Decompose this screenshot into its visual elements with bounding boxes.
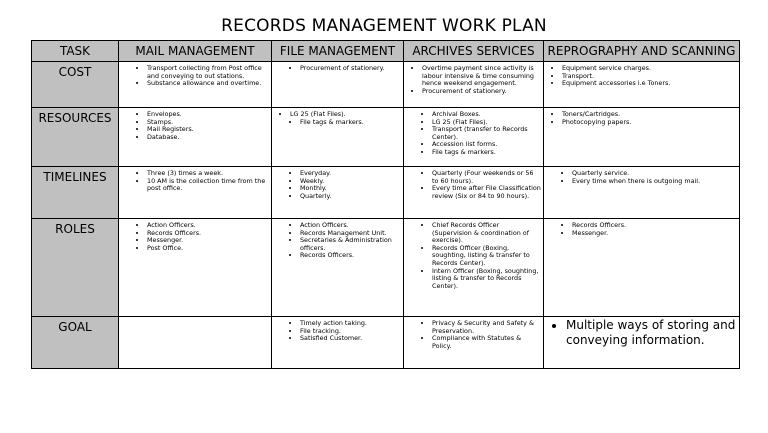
list-item: • Monthly.: [300, 185, 401, 193]
list-item: • Secretaries & Administration officers.: [300, 237, 401, 252]
list-item: • Records Officers.: [147, 230, 269, 238]
list-item: • Records Officer (Boxing, soughting, listing & transfer to Records Center).: [432, 245, 541, 268]
list-item: • Records Management Unit.: [300, 230, 401, 238]
list-item: • Multiple ways of storing and conveying information.: [566, 318, 737, 348]
list-item: • Envelopes.: [147, 111, 269, 119]
list-item: • Equipment service charges.: [562, 65, 737, 73]
list-item: • Procurement of stationery.: [422, 88, 541, 96]
cell-roles-mail: [119, 219, 272, 317]
cell-resources-repro: [544, 108, 740, 167]
row-roles: [32, 219, 740, 317]
header-row: [32, 41, 740, 62]
list-item: • Transport collecting from Post office and conveying to out stations.: [147, 65, 269, 80]
list-item: • File tracking.: [300, 328, 401, 336]
list-item: • File tags & markers.: [300, 119, 401, 127]
cell-goal-file: [272, 317, 404, 369]
list-item: • Equipment accessories i.e Toners.: [562, 80, 737, 88]
list-item: • Weekly.: [300, 178, 401, 186]
cell-roles-file: [272, 219, 404, 317]
task-goal: GOAL: [32, 317, 119, 369]
list-item: • File tags & markers.: [432, 149, 541, 157]
work-plan-table: [31, 40, 740, 369]
cell-roles-archives: [404, 219, 544, 317]
header-archives-services: ARCHIVES SERVICES: [404, 41, 544, 62]
list-item: • Stamps.: [147, 119, 269, 127]
list-item: • Action Officers.: [147, 222, 269, 230]
list-item: • Records Officers.: [300, 252, 401, 260]
cell-goal-repro: [544, 317, 740, 369]
cell-timelines-file: [272, 167, 404, 219]
cell-resources-mail: [119, 108, 272, 167]
list-item: • Quarterly service.: [572, 170, 737, 178]
list-item: • Quarterly (Four weekends or 56 to 60 hours).: [432, 170, 541, 185]
task-timelines: TIMELINES: [32, 167, 119, 219]
list-item: • Database.: [147, 134, 269, 142]
list-item: • Intern Officer (Boxing, soughting, listing & transfer to Records Center).: [432, 268, 541, 291]
cell-cost-mail: [119, 62, 272, 108]
cell-timelines-archives: [404, 167, 544, 219]
header-task: TASK: [32, 41, 119, 62]
list-item: • Every time after File Classification review (Six or 84 to 90 hours).: [432, 185, 541, 200]
task-cost: COST: [32, 62, 119, 108]
list-item: • Privacy & Security and Safety & Preservation.: [432, 320, 541, 335]
cell-cost-file: [272, 62, 404, 108]
list-item: • Three (3) times a week.: [147, 170, 269, 178]
list-item: • Archival Boxes.: [432, 111, 541, 119]
list-item: • Transport (transfer to Records Center).: [432, 126, 541, 141]
list-item: • Every time when there is outgoing mail.: [572, 178, 737, 186]
list-item: • LG 25 (Flat Files).: [432, 119, 541, 127]
page-title: RECORDS MANAGEMENT WORK PLAN: [221, 16, 547, 36]
list-item: • Accession list forms.: [432, 141, 541, 149]
list-item: • Chief Records Officer (Supervision & coordination of exercise).: [432, 222, 541, 245]
cell-resources-file: [272, 108, 404, 167]
cell-resources-archives: [404, 108, 544, 167]
list-item: • Photocopying papers.: [562, 119, 737, 127]
list-item: • Post Office.: [147, 245, 269, 253]
header-mail-management: MAIL MANAGEMENT: [119, 41, 272, 62]
list-item: • Quarterly.: [300, 193, 401, 201]
list-item: • Timely action taking.: [300, 320, 401, 328]
list-item: • Records Officers.: [572, 222, 737, 230]
list-item: • Substance allowance and overtime.: [147, 80, 269, 88]
list-item: • Messenger.: [572, 230, 737, 238]
list-item: • Overtime payment since activity is labour intensive & time consuming hence weekend engagement.: [422, 65, 541, 88]
row-resources: [32, 108, 740, 167]
list-item: • Action Officers.: [300, 222, 401, 230]
list-item: • Procurement of stationery.: [300, 65, 401, 73]
cell-cost-repro: [544, 62, 740, 108]
cell-goal-archives: [404, 317, 544, 369]
list-item: • Mail Registers.: [147, 126, 269, 134]
cell-goal-mail: [119, 317, 272, 369]
task-roles: ROLES: [32, 219, 119, 317]
row-cost: [32, 62, 740, 108]
header-file-management: FILE MANAGEMENT: [272, 41, 404, 62]
list-item: • LG 25 (Flat Files).: [290, 111, 401, 119]
row-goal: [32, 317, 740, 369]
list-item: • Satisfied Customer.: [300, 335, 401, 343]
row-timelines: [32, 167, 740, 219]
cell-roles-repro: [544, 219, 740, 317]
header-reprography-scanning: REPROGRAPHY AND SCANNING: [544, 41, 740, 62]
list-item: • Everyday.: [300, 170, 401, 178]
list-item: • Toners/Cartridges.: [562, 111, 737, 119]
cell-cost-archives: [404, 62, 544, 108]
list-item: • Compliance with Statutes & Policy.: [432, 335, 541, 350]
list-item: • Transport.: [562, 73, 737, 81]
cell-timelines-mail: [119, 167, 272, 219]
cell-timelines-repro: [544, 167, 740, 219]
list-item: • 10 AM is the collection time from the post office.: [147, 178, 269, 193]
list-item: • Messenger.: [147, 237, 269, 245]
task-resources: RESOURCES: [32, 108, 119, 167]
